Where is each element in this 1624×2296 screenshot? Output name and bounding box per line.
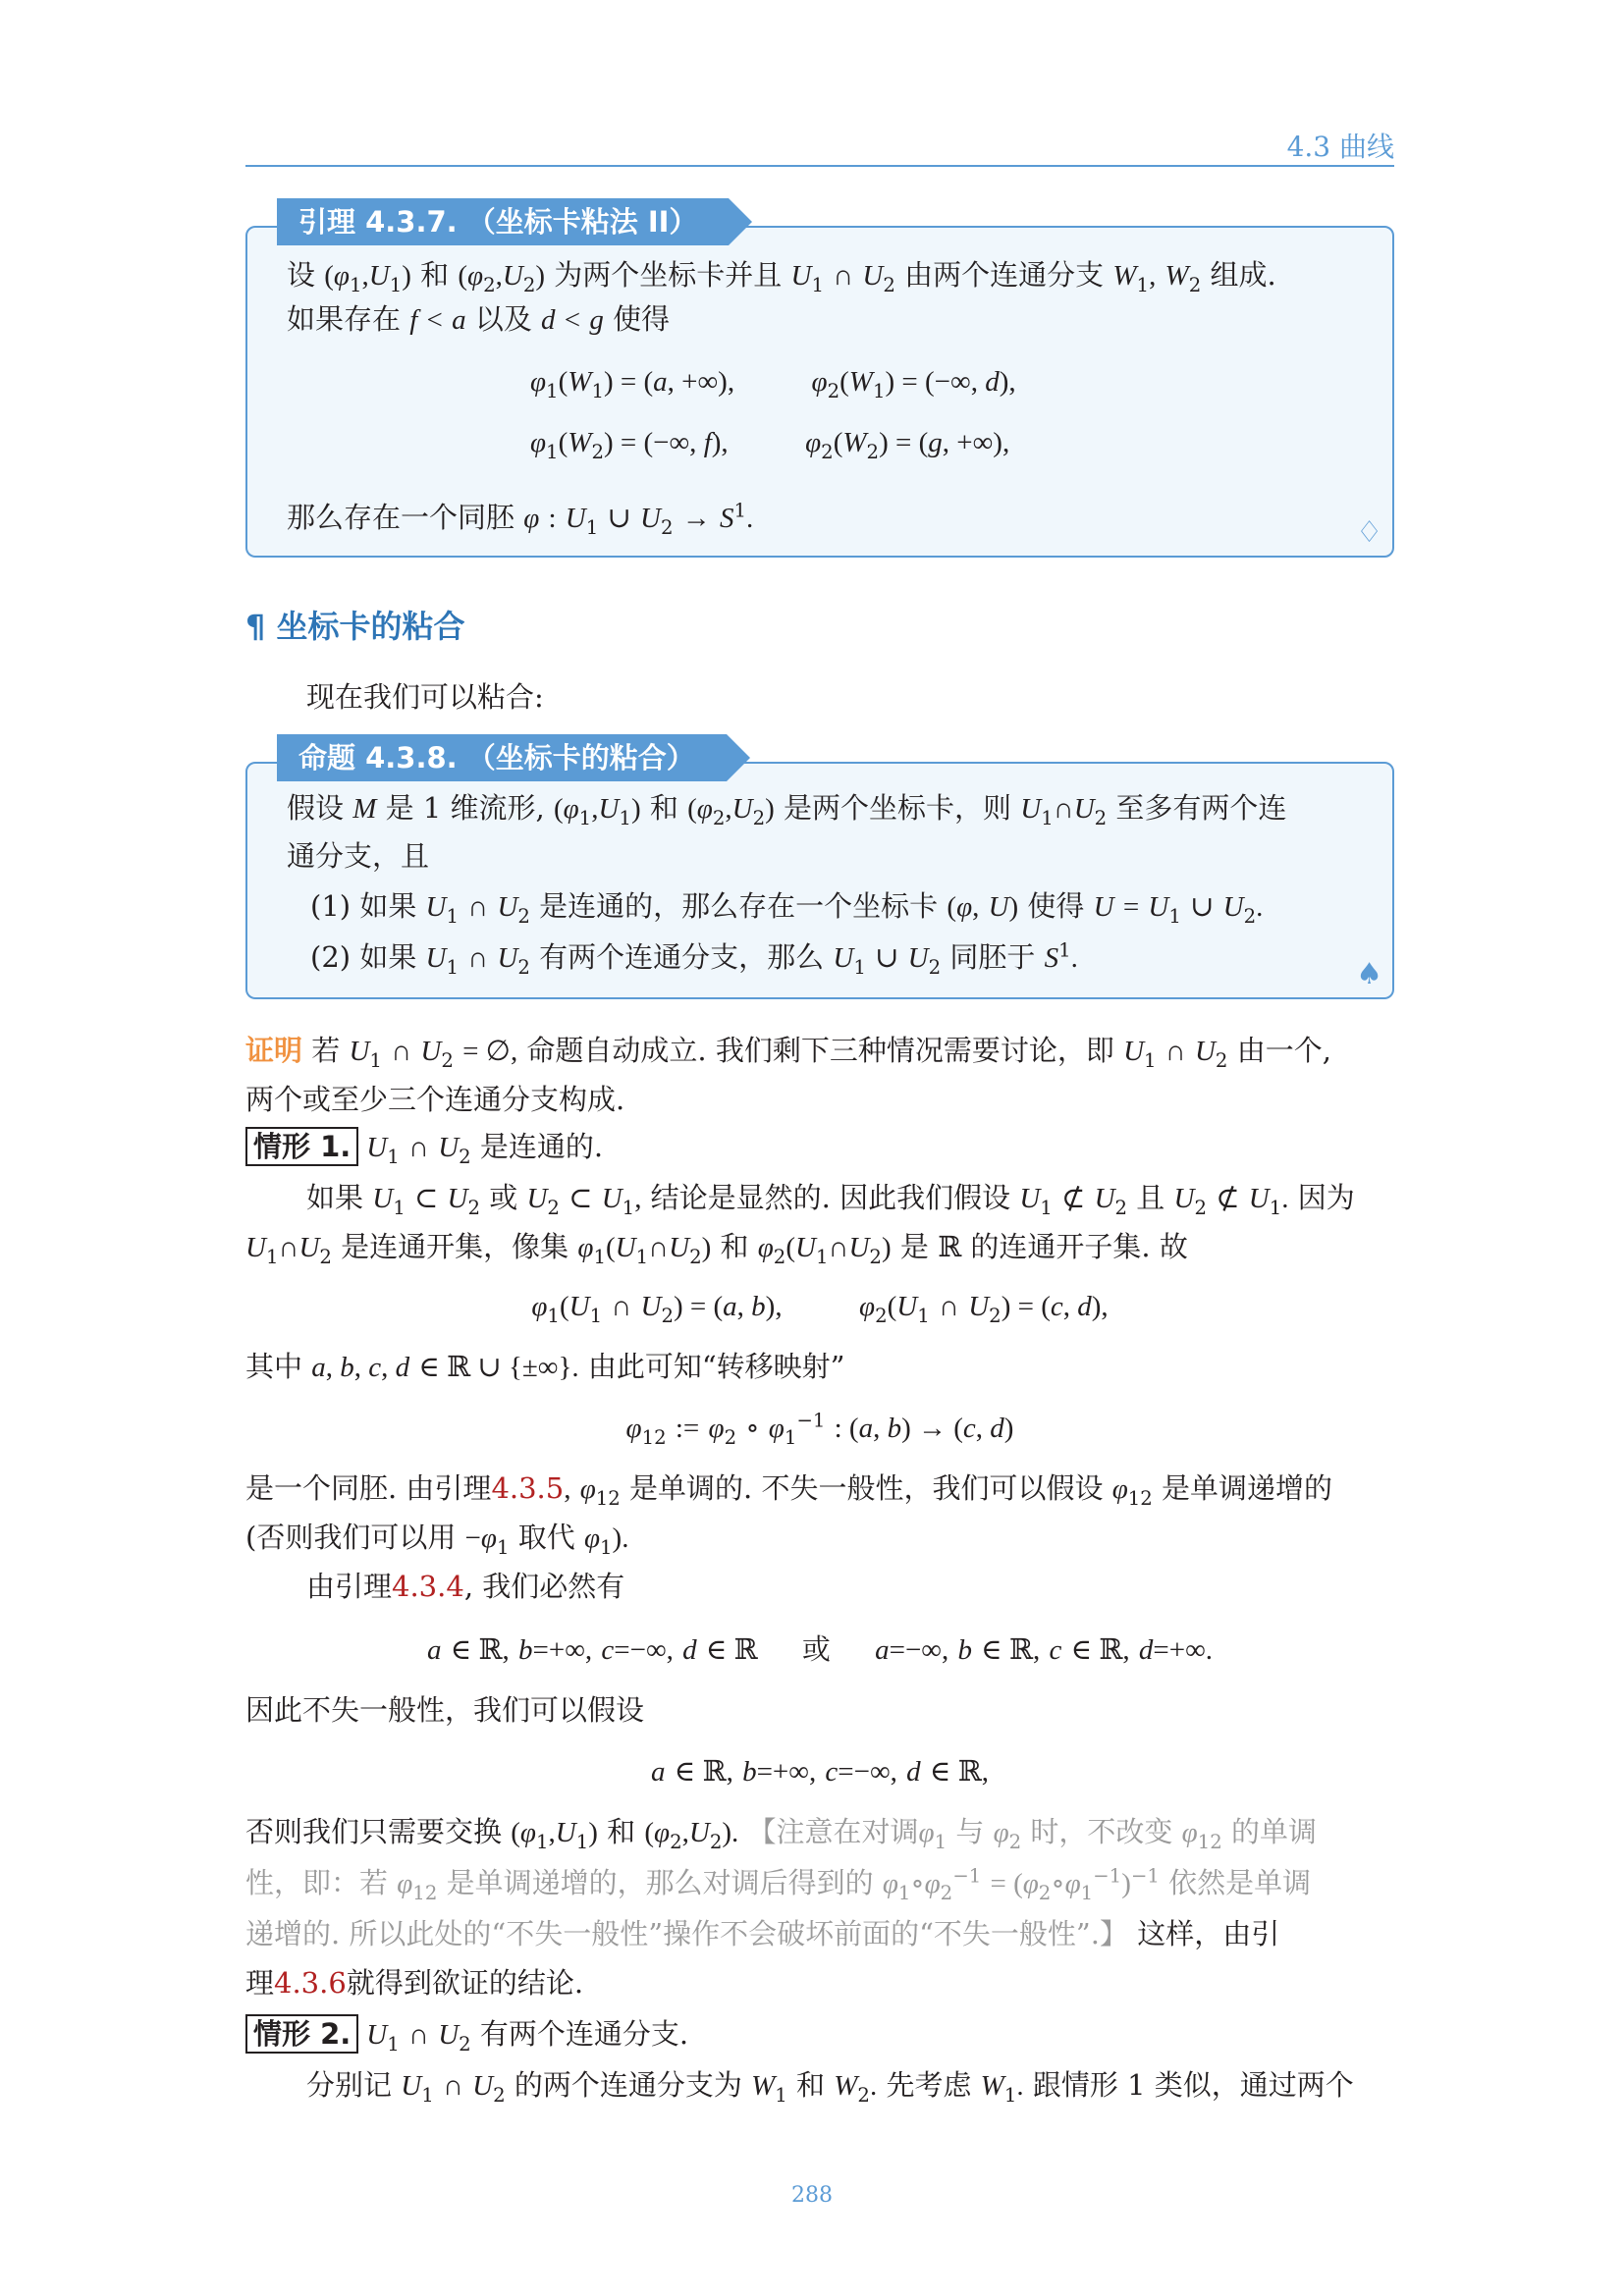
ref-4-3-4[interactable]: 4.3.4 [392,1570,464,1603]
where-line: 其中 a, b, c, d ∈ ℝ ∪ {±∞}. 由此可知“转移映射” [245,1350,845,1383]
ref-4-3-6[interactable]: 4.3.6 [274,1966,347,2000]
case-2-label: 情形 2. [245,2014,358,2054]
prop-line-2: 通分支，且 [287,839,430,873]
homeo-line-1: 是一个同胚. 由引理4.3.5, $\varphi_{12}$ 是单调的. 不失一般性，我们可以假设 $\varphi_{12}$ 是单调递增的 [245,1471,1333,1510]
lemma-formula-2: $\varphi_1(W_2)$ = (−∞, f), $\varphi_2(W_2) = (g$, +∞), [530,427,1010,463]
header-rule [245,165,1394,167]
prop-line-1: 假设 M 是 1 维流形, $(\varphi_1,U_1)$ 和 $(\varphi_2,U_2)$ 是两个坐标卡，则 $U_1\cap U_2$ 至多有两个连 [287,791,1287,829]
case-1-line-2: $U_1\cap U_2$ 是连通开集，像集 $\varphi_1(U_1\cap U_2)$ 和 $\varphi_2(U_1\cap U_2)$ 是 ℝ 的连通开子集. 故 [245,1230,1188,1268]
proposition-end-mark: ♠ [1356,957,1382,991]
lemma-line-2: 如果存在 f < a 以及 d < g 使得 [287,302,671,336]
hence-line: 因此不失一般性，我们可以假设 [245,1693,645,1727]
formula-transition-map: $\varphi_{12}$ := $\varphi_2$ ∘ $\varphi_1^{-1}$ : (a, b) → (c, d) [625,1409,1014,1449]
case-1-label: 情形 1. [245,1127,358,1166]
final-line: 理4.3.6就得到欲证的结论. [245,1966,584,2000]
lemma-line-3: 那么存在一个同胚 φ : $U_1$ ∪ $U_2 \to S^1$. [287,499,754,539]
prop-item-1: (1) 如果 $U_1$ ∩ $U_2$ 是连通的，那么存在一个坐标卡 (φ, U) 使得 $U = U_1$ ∪ $U_2$. [310,889,1264,928]
case-2-line-1: 分别记 $U_1$ ∩ $U_2$ 的两个连通分支为 $W_1$ 和 $W_2$. 先考虑 $W_1$. 跟情形 1 类似，通过两个 [306,2068,1354,2107]
lemma-line-1: 设 $(\varphi_1,U_1)$ 和 $(\varphi_2,U_2)$ 为两个坐标卡并且 $U_1$ ∩ $U_2$ 由两个连通分支 $W_1$, $W_2$ 组成. [287,258,1276,296]
lemma-formula-1: $\varphi_1(W_1) = (a$, +∞), $\varphi_2(W_1)$ = (−∞, d), [530,366,1016,402]
case-1-heading: 情形 1. $U_1$ ∩ $U_2$ 是连通的. [245,1127,1394,1167]
proposition-title: 命题 4.3.8. （坐标卡的粘合） [277,734,727,781]
running-head: 4.3 曲线 [1286,131,1394,163]
else-line: 否则我们只需要交换 $(\varphi_1,U_1)$ 和 $(\varphi_2,U_2)$. 【注意在对调$\varphi_1$ 与 $\varphi_2$ 时，不改变 $\varphi_{12}$ 的单调 [245,1815,1317,1853]
by-lemma-line: 由引理4.3.4, 我们必然有 [306,1570,625,1603]
ref-4-3-5[interactable]: 4.3.5 [491,1471,565,1505]
note-line-3: 递增的. 所以此处的“不失一般性”操作不会破坏前面的“不失一般性”.】 这样，由引 [245,1917,1280,1950]
formula-images: $\varphi_1(U_1$ ∩ $U_2) = (a$, b), $\varphi_2(U_1$ ∩ $U_2) = (c$, d), [531,1291,1109,1327]
section-heading: ¶ 坐标卡的粘合 [245,608,465,645]
proof-label: 证明 [245,1034,303,1067]
section-intro: 现在我们可以粘合: [306,680,544,714]
homeo-line-2: (否则我们可以用 $-\varphi_1$ 取代 $\varphi_1$). [245,1521,629,1559]
proof-line-2: 两个或至少三个连通分支构成. [245,1083,625,1116]
case-1-line-1: 如果 $U_1$ ⊂ $U_2$ 或 $U_2$ ⊂ $U_1$, 结论是显然的. 因此我们假设 $U_1$ ⊄ $U_2$ 且 $U_2$ ⊄ $U_1$. 因为 [306,1181,1355,1219]
note-line-2: 性，即：若 $\varphi_{12}$ 是单调递增的，那么对调后得到的 $\varphi_1\circ\varphi_2^{-1}$ = $(\varphi_2\circ\varphi_1^{-1})^{-1}$ 依然是单调 [245,1864,1312,1904]
formula-cases: a ∈ ℝ, b=+∞, c=−∞, d ∈ ℝ 或 a=−∞, b ∈ ℝ, c ∈ ℝ, d=+∞. [426,1632,1213,1666]
prop-item-2: (2) 如果 $U_1$ ∩ $U_2$ 有两个连通分支，那么 $U_1$ ∪ $U_2$ 同胚于 $S^1$. [310,938,1078,979]
lemma-title: 引理 4.3.7. （坐标卡粘法 II） [277,198,729,245]
proof-line-1: 证明 若 $U_1$ ∩ $U_2$ = ∅, 命题自动成立. 我们剩下三种情况需要讨论，即 $U_1$ ∩ $U_2$ 由一个, [245,1034,1331,1072]
formula-wlog: a ∈ ℝ, b=+∞, c=−∞, d ∈ ℝ, [651,1756,989,1788]
page-number: 288 [791,2183,833,2208]
case-2-heading: 情形 2. $U_1$ ∩ $U_2$ 有两个连通分支. [245,2014,1394,2055]
lemma-end-mark: ♢ [1356,515,1382,550]
